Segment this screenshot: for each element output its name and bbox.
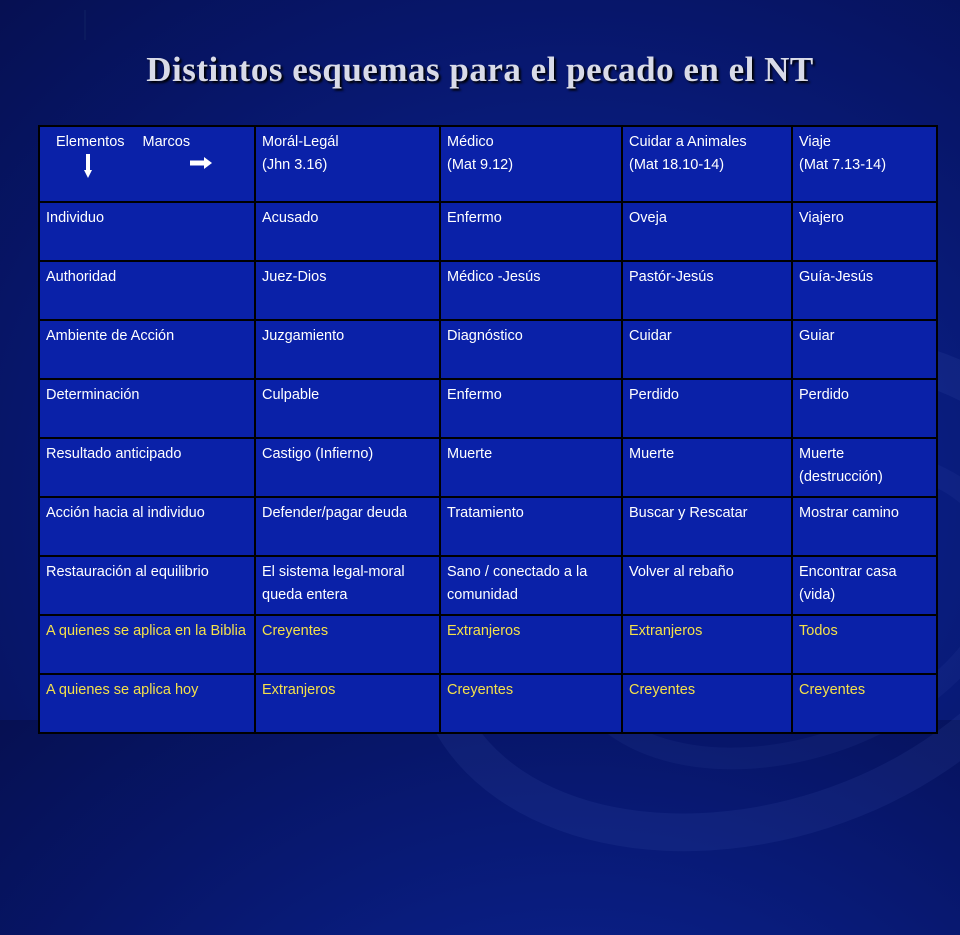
row-label: Individuo [39, 202, 255, 261]
table-cell: Enfermo [440, 202, 622, 261]
table-row [39, 202, 937, 261]
table-cell: Cuidar [622, 320, 792, 379]
table-row [39, 497, 937, 556]
table-cell: Muerte [440, 438, 622, 497]
column-ref: (Mat 7.13-14) [799, 157, 887, 173]
table-cell: Defender/pagar deuda [255, 497, 440, 556]
table-cell: Encontrar casa (vida) [792, 556, 937, 615]
row-label: A quienes se aplica en la Biblia [39, 615, 255, 674]
arrow-right-icon [190, 157, 212, 169]
table-row [39, 615, 937, 674]
comparison-table [38, 125, 938, 734]
row-label: Resultado anticipado [39, 438, 255, 497]
table-cell: Extranjeros [440, 615, 622, 674]
column-ref: (Mat 18.10-14) [629, 157, 725, 173]
table-cell: Sano / conectado a la comunidad [440, 556, 622, 615]
table-cell: Extranjeros [622, 615, 792, 674]
header-corner-cell [39, 126, 255, 202]
table-header-row [39, 126, 937, 202]
table-cell: Guía-Jesús [792, 261, 937, 320]
table-row [39, 438, 937, 497]
table-cell: Perdido [792, 379, 937, 438]
row-label: Determinación [39, 379, 255, 438]
table-cell: Viajero [792, 202, 937, 261]
table-row [39, 674, 937, 733]
column-ref: (Jhn 3.16) [262, 157, 328, 173]
table-cell: Extranjeros [255, 674, 440, 733]
row-label: Ambiente de Acción [39, 320, 255, 379]
table-row [39, 320, 937, 379]
table-row [39, 379, 937, 438]
table-cell: Tratamiento [440, 497, 622, 556]
table-cell: Juez-Dios [255, 261, 440, 320]
column-name: Morál-Legál [262, 134, 339, 150]
table-row [39, 556, 937, 615]
table-cell: Creyentes [622, 674, 792, 733]
table-cell: Creyentes [255, 615, 440, 674]
table-cell: Diagnóstico [440, 320, 622, 379]
column-header [255, 126, 440, 202]
table-cell: Perdido [622, 379, 792, 438]
column-header [792, 126, 937, 202]
table-cell: Todos [792, 615, 937, 674]
table-cell: Buscar y Rescatar [622, 497, 792, 556]
column-name: Médico [447, 134, 494, 150]
table-row [39, 261, 937, 320]
arrow-down-icon [84, 154, 92, 178]
table-cell: Pastór-Jesús [622, 261, 792, 320]
table-cell: Acusado [255, 202, 440, 261]
slide-title: Distintos esquemas para el pecado en el NT [146, 50, 814, 89]
column-header [440, 126, 622, 202]
table-cell: Enfermo [440, 379, 622, 438]
table-cell: Juzgamiento [255, 320, 440, 379]
header-corner-label: Elementos Marcos [56, 134, 191, 150]
table-cell: Mostrar camino [792, 497, 937, 556]
table-cell: El sistema legal-moral queda entera [255, 556, 440, 615]
row-label: Authoridad [39, 261, 255, 320]
table-cell: Castigo (Infierno) [255, 438, 440, 497]
table-cell: Creyentes [440, 674, 622, 733]
table-cell: Médico -Jesús [440, 261, 622, 320]
decorative-bar [84, 10, 86, 40]
table-cell: Muerte [622, 438, 792, 497]
table-cell: Culpable [255, 379, 440, 438]
table-cell: Guiar [792, 320, 937, 379]
table-cell: Creyentes [792, 674, 937, 733]
column-header [622, 126, 792, 202]
column-name: Viaje [799, 134, 831, 150]
table-cell: Oveja [622, 202, 792, 261]
column-ref: (Mat 9.12) [447, 157, 514, 173]
column-name: Cuidar a Animales [629, 134, 747, 150]
row-label: A quienes se aplica hoy [39, 674, 255, 733]
table-cell: Muerte (destrucción) [792, 438, 937, 497]
row-label: Acción hacia al individuo [39, 497, 255, 556]
row-label: Restauración al equilibrio [39, 556, 255, 615]
table-cell: Volver al rebaño [622, 556, 792, 615]
